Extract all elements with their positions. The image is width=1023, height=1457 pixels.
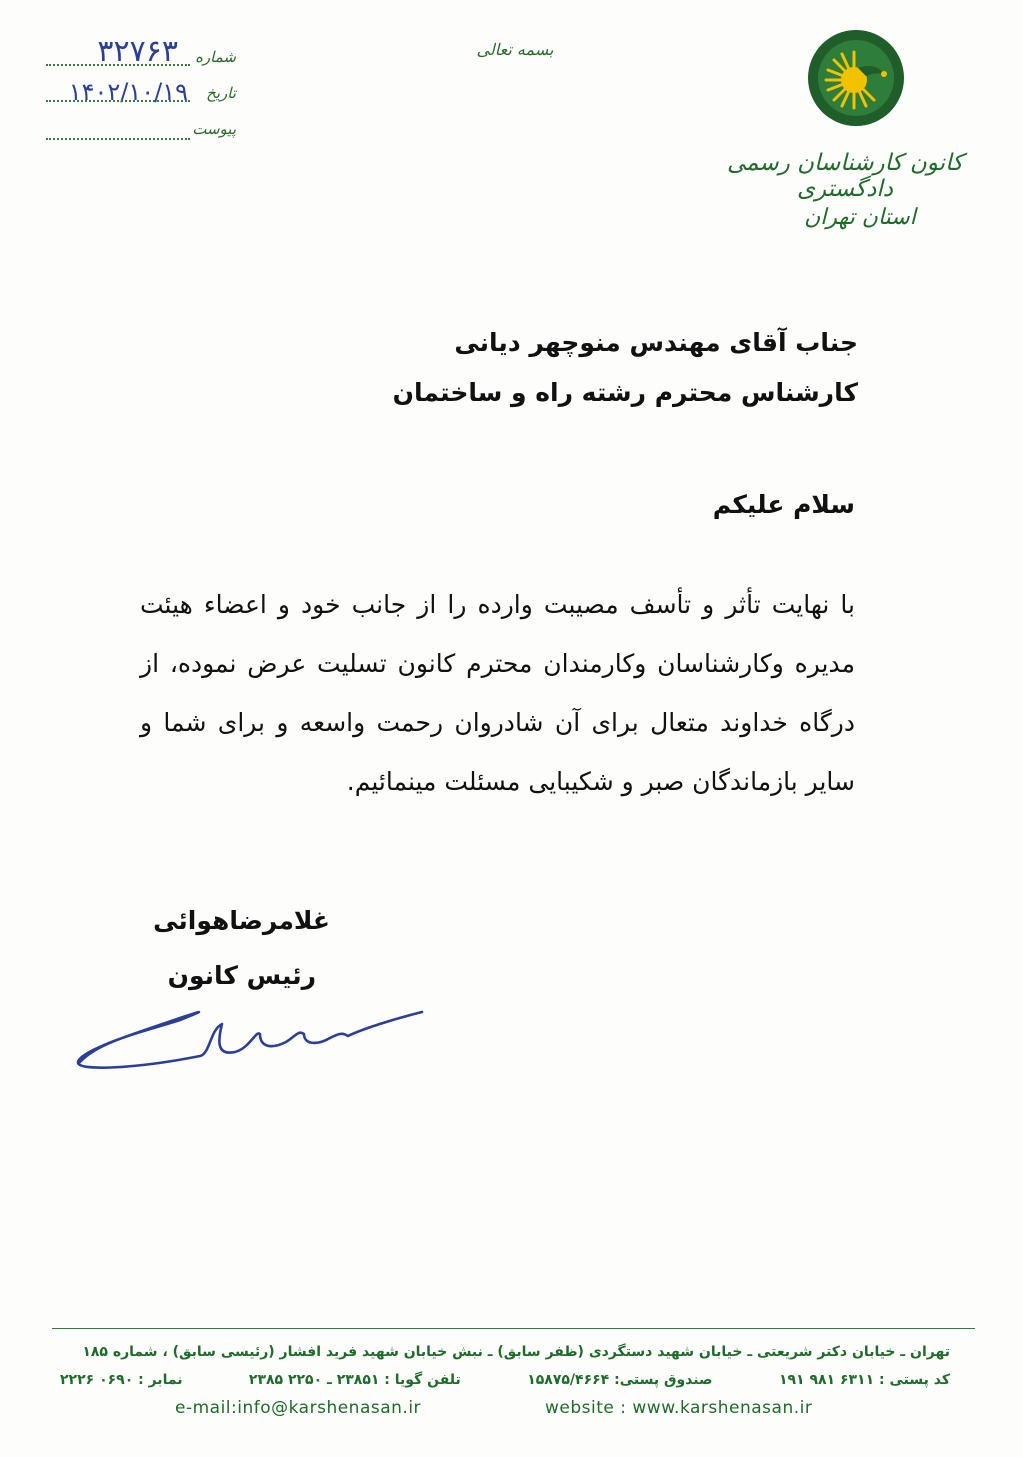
number-row <box>40 34 250 70</box>
footer-email[interactable]: e-mail:info@karshenasan.ir <box>175 1398 422 1418</box>
footer-fax: نمابر : ۰۶۹۰ ۲۲۲۶ <box>60 1372 183 1388</box>
letter-body: با نهایت تأثر و تأسف مصیبت وارده را از جانب خود و اعضاء هیئت مدیره وکارشناسان وکارمندان محترم کانون تسلیت عرض نموده، از درگاه خداوند متعال برای آن شادروان رحمت واسعه و برای شما و سایر بازماندگان صبر و شکیبایی مسئلت مینمائیم. <box>140 590 855 796</box>
letter-meta-block <box>40 34 250 142</box>
attachment-row <box>40 106 250 142</box>
addressee-line-2: کارشناس محترم رشته راه و ساختمان <box>392 378 858 407</box>
signer-role: رئیس کانون <box>167 961 316 990</box>
footer-phone: تلفن گویا : ۲۳۸۵۱ ـ ۲۲۵۰ ۲۳۸۵ <box>248 1372 461 1388</box>
handwritten-signature <box>60 990 440 1090</box>
footer-address: تهران ـ خیابان دکتر شریعتی ـ خیابان شهید دستگردی (ظفر سابق) ـ نبش خیابان شهید فرید افشار (رئیسی سابق) ، شماره ۱۸۵ <box>82 1344 950 1360</box>
attachment-label: پیوست <box>192 120 236 138</box>
number-dotted-line <box>46 64 190 66</box>
signer-block <box>130 893 330 1003</box>
org-province: استان تهران <box>804 205 916 230</box>
date-dotted-line <box>46 100 190 102</box>
greeting: سلام علیکم <box>712 490 855 519</box>
addressee-line-1: جناب آقای مهندس منوچهر دیانی <box>454 328 858 357</box>
date-row <box>40 70 250 106</box>
besmeh-text: بسمه تعالی <box>476 40 554 59</box>
footer-website[interactable]: website : www.karshenasan.ir <box>545 1398 813 1418</box>
footer-po-box: صندوق پستی: ۱۵۸۷۵/۴۶۶۴ <box>527 1372 713 1388</box>
footer-contacts <box>60 1366 950 1394</box>
date-value: ۱۴۰۲/۱۰/۱۹ <box>68 78 188 106</box>
number-label: شماره <box>195 48 236 66</box>
footer-postal-code: کد پستی : ۶۳۱۱ ۹۸۱ ۱۹۱ <box>778 1372 950 1388</box>
attachment-dotted-line <box>46 138 190 140</box>
letterhead-footer <box>60 1338 950 1418</box>
number-value: ۳۲۷۶۳ <box>97 34 178 69</box>
addressee-block <box>258 318 858 418</box>
footer-divider <box>52 1328 975 1329</box>
org-logo-icon <box>806 28 906 128</box>
signer-name: غلامرضاهوائی <box>153 906 330 935</box>
date-label: تاریخ <box>206 84 236 102</box>
org-name: کانون کارشناسان رسمی دادگستری <box>726 150 964 202</box>
